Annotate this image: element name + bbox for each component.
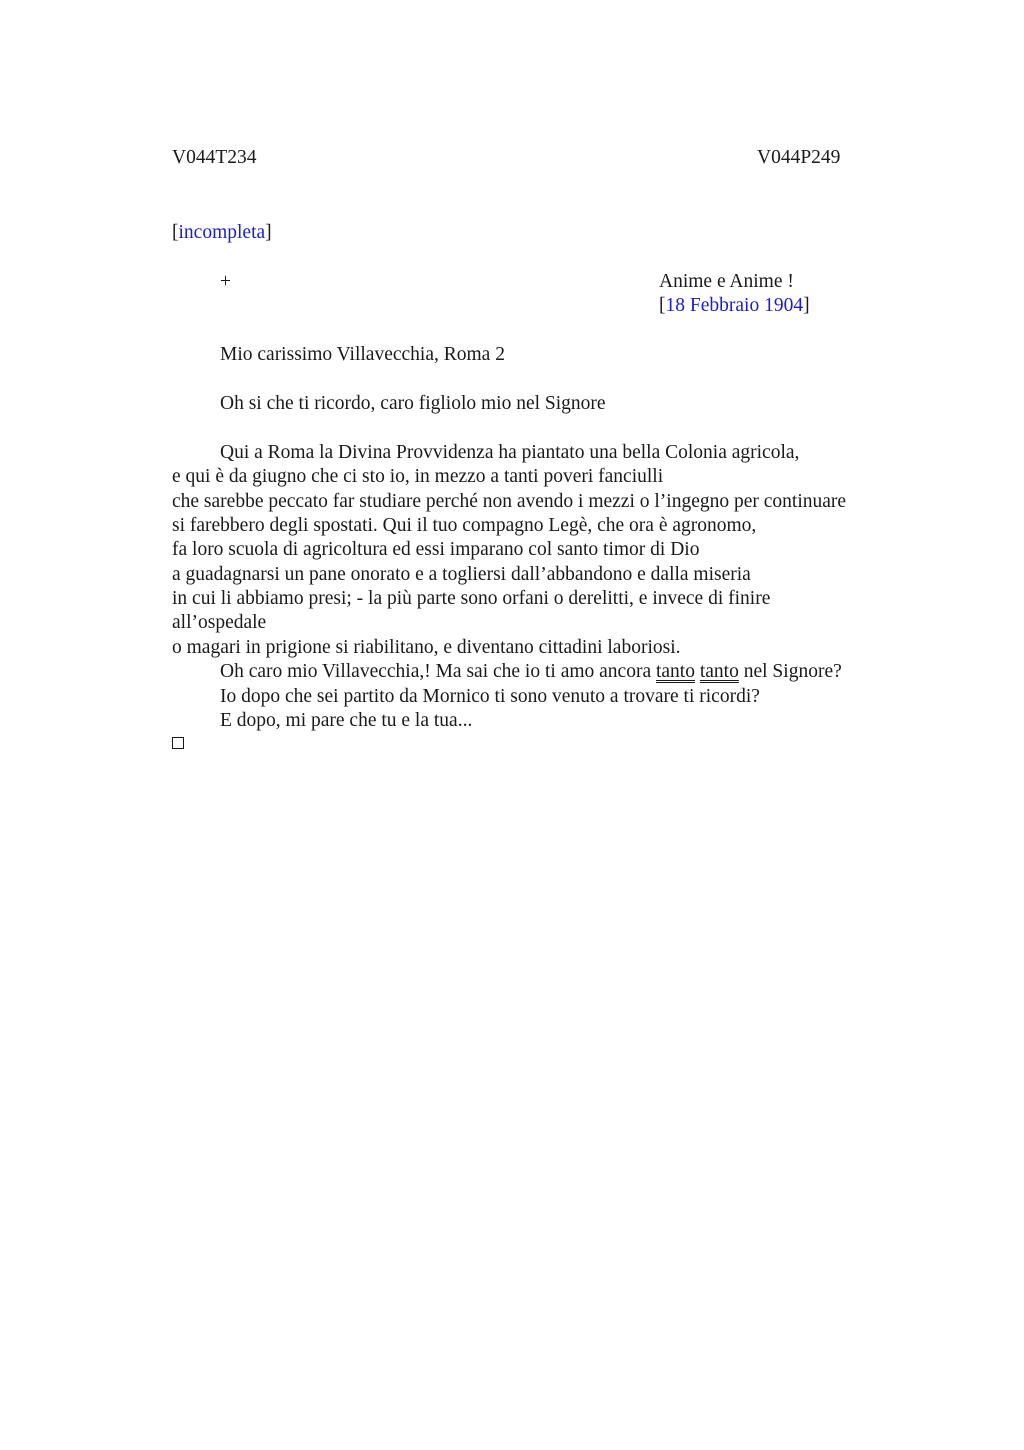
archive-code-right: V044P249: [757, 147, 841, 168]
opening-line: Oh si che ti ricordo, caro figliolo mio nel Signore: [220, 393, 606, 414]
body-line: in cui li abbiamo presi; - la più parte sono orfani o derelitti, e invece di finire: [172, 588, 771, 609]
date-link[interactable]: 18 Febbraio 1904: [665, 295, 804, 316]
incomplete-note: [172, 221, 272, 245]
body-line: all’ospedale: [172, 612, 267, 633]
date-open-bracket: [: [659, 295, 666, 316]
body-line: o magari in prigione si riabilitano, e diventano cittadini laboriosi.: [172, 637, 681, 658]
body-text: nel Signore?: [738, 661, 842, 682]
date-close-bracket: ]: [803, 295, 810, 316]
body-line: fa loro scuola di agricoltura ed essi imparano col santo timor di Dio: [172, 539, 700, 560]
underlined-word: tanto: [655, 661, 695, 682]
body-line: Io dopo che sei partito da Mornico ti sono venuto a trovare ti ricordi?: [220, 686, 760, 707]
cross-symbol: +: [220, 271, 231, 292]
end-marker-box: [172, 737, 184, 749]
note-close-bracket: ]: [265, 222, 272, 243]
salutation: Mio carissimo Villavecchia, Roma 2: [220, 344, 505, 365]
body-line: E dopo, mi pare che tu e la tua...: [220, 710, 473, 731]
body-line: Qui a Roma la Divina Provvidenza ha piantato una bella Colonia agricola,: [220, 442, 800, 463]
note-open-bracket: [: [172, 222, 179, 243]
body-line-underlined: [220, 660, 842, 684]
letter-motto: Anime e Anime !: [659, 271, 794, 292]
body-line: si farebbero degli spostati. Qui il tuo compagno Legè, che ora è agronomo,: [172, 515, 757, 536]
archive-code-left: V044T234: [172, 147, 257, 168]
underlined-word: tanto: [699, 661, 739, 682]
body-line: che sarebbe peccato far studiare perché non avendo i mezzi o l’ingegno per continuare: [172, 491, 847, 512]
body-line: a guadagnarsi un pane onorato e a togliersi dall’abbandono e dalla miseria: [172, 564, 751, 585]
body-line: e qui è da giugno che ci sto io, in mezzo a tanti poveri fanciulli: [172, 466, 664, 487]
letter-date: [659, 294, 810, 318]
body-text: Oh caro mio Villavecchia,! Ma sai che io ti amo ancora: [220, 661, 656, 682]
note-link[interactable]: incompleta: [178, 222, 266, 243]
